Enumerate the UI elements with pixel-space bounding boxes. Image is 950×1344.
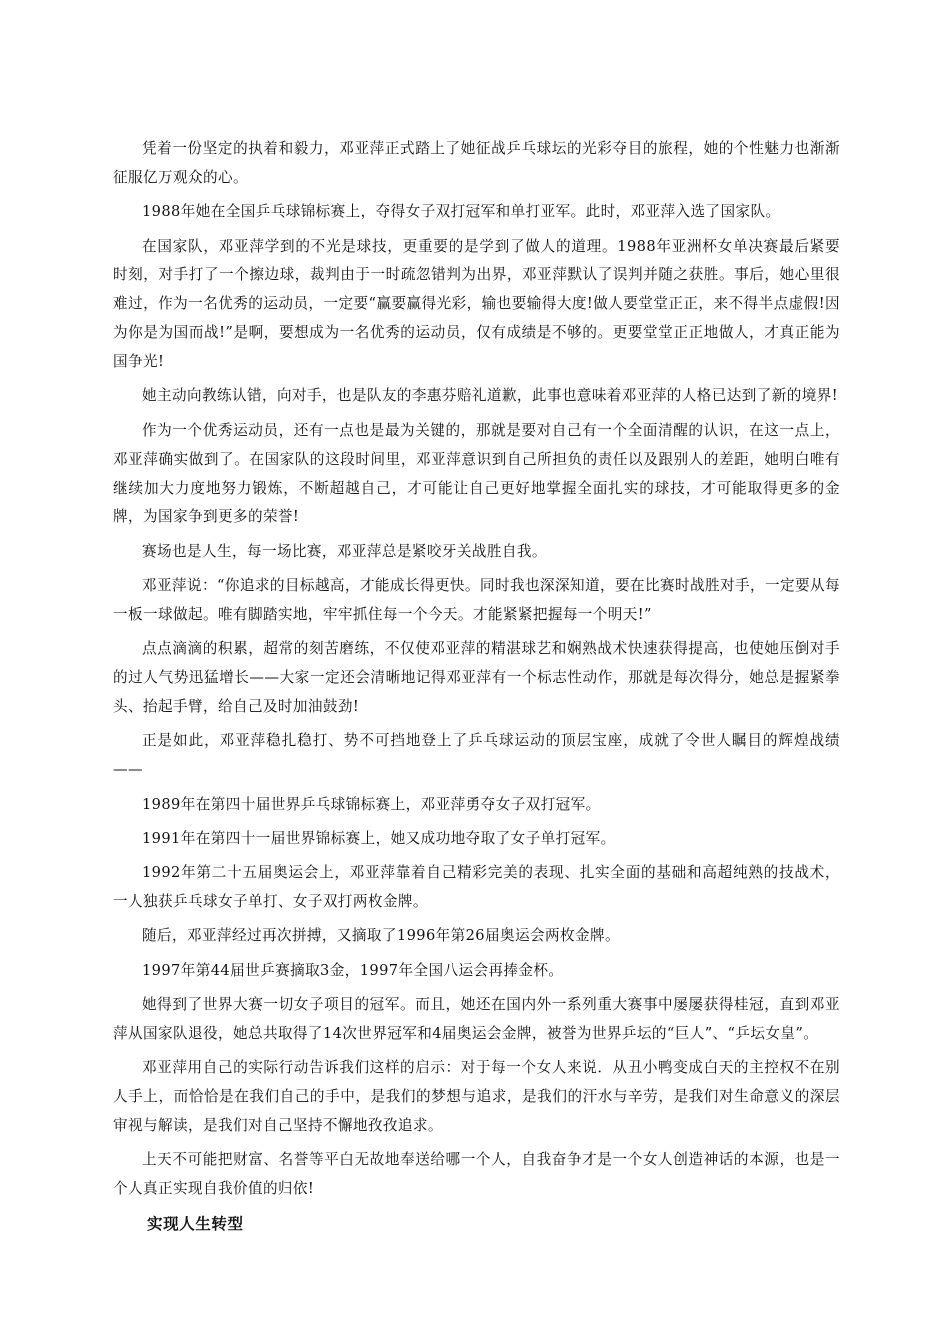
paragraph: 在国家队，邓亚萍学到的不光是球技，更重要的是学到了做人的道理。1988年亚洲杯女单决赛最后紧要时刻，对手打了一个擦边球，裁判由于一时疏忽错判为出界，邓亚萍默认了误判并随之获胜。事后，她心里很难过，作为一名优秀的运动员，一定要“赢要赢得光彩，输也要输得大度!做人要堂堂正正，来不得半点虚假!因为你是为国而战!”是啊，要想成为一名优秀的运动员，仅有成绩是不够的。更要堂堂正正地做人，才真正能为国争光! xyxy=(113,237,840,371)
paragraph: 上天不可能把财富、名誉等平白无故地奉送给哪一个人，自我奋争才是一个女人创造神话的本源，也是一个人真正实现自我价值的归依! xyxy=(113,1151,840,1198)
paragraph: 1988年她在全国乒乓球锦标赛上，夺得女子双打冠军和单打亚军。此时，邓亚萍入选了国家队。 xyxy=(142,203,781,221)
paragraph: 她主动向教练认错，向对手，也是队友的李惠芬赔礼道歉，此事也意味着邓亚萍的人格已达到了新的境界! xyxy=(142,387,838,405)
document-page xyxy=(113,135,840,1239)
paragraph: 正是如此，邓亚萍稳扎稳打、势不可挡地登上了乒乓球运动的顶层宝座，成就了令世人瞩目的辉煌战绩—— xyxy=(113,732,840,779)
section-heading: 实现人生转型 xyxy=(147,1215,244,1234)
paragraph: 1992年第二十五届奥运会上，邓亚萍靠着自己精彩完美的表现、扎实全面的基础和高超纯熟的技战术，一人独获乒乓球女子单打、女子双打两枚金牌。 xyxy=(113,864,840,911)
paragraph: 她得到了世界大赛一切女子项目的冠军。而且，她还在国内外一系列重大赛事中屡屡获得桂冠，直到邓亚萍从国家队退役，她总共取得了14次世界冠军和4届奥运会金牌，被誉为世界乒坛的“巨人”、“乒坛女皇”。 xyxy=(113,995,840,1042)
paragraph: 凭着一份坚定的执着和毅力，邓亚萍正式踏上了她征战乒乓球坛的光彩夺目的旅程，她的个性魅力也渐渐征服亿万观众的心。 xyxy=(113,140,840,186)
paragraph: 作为一个优秀运动员，还有一点也是最为关键的，那就是要对自己有一个全面清醒的认识，在这一点上，邓亚萍确实做到了。在国家队的这段时间里，邓亚萍意识到自己所担负的责任以及跟别人的差距，她明白唯有继续加大力度地努力锻炼，不断超越自己，才可能让自己更好地掌握全面扎实的球技，才可能取得更多的金牌，为国家争到更多的荣誉! xyxy=(113,421,840,526)
paragraph: 1997年第44届世乒赛摘取3金，1997年全国八运会再捧金杯。 xyxy=(142,961,564,979)
paragraph: 随后，邓亚萍经过再次拼搏，又摘取了1996年第26届奥运会两枚金牌。 xyxy=(142,927,620,945)
paragraph: 赛场也是人生，每一场比赛，邓亚萍总是紧咬牙关战胜自我。 xyxy=(142,542,547,560)
paragraph: 邓亚萍说：“你追求的目标越高，才能成长得更快。同时我也深深知道，要在比赛时战胜对手，一定要从每一板一球做起。唯有脚踏实地，牢牢抓住每一个今天。才能紧紧把握每一个明天!” xyxy=(113,577,840,623)
paragraph: 点点滴滴的积累，超常的刻苦磨练，不仅使邓亚萍的精湛球艺和娴熟战术快速获得提高，也使她压倒对手的过人气势迅猛增长——大家一定还会清晰地记得邓亚萍有一个标志性动作，那就是每次得分，她总是握紧拳头、抬起手臂，给自己及时加油鼓劲! xyxy=(113,640,840,716)
paragraph: 1989年在第四十届世界乒乓球锦标赛上，邓亚萍勇夺女子双打冠军。 xyxy=(142,795,601,813)
paragraph: 邓亚萍用自己的实际行动告诉我们这样的启示：对于每一个女人来说．从丑小鸭变成白天的主控权不在别人手上，而恰恰是在我们自己的手中，是我们的梦想与追求，是我们的汗水与辛劳，是我们对生命意义的深层审视与解读，是我们对自己坚持不懈地孜孜追求。 xyxy=(113,1059,840,1134)
paragraph: 1991年在第四十一届世界锦标赛上，她又成功地夺取了女子单打冠军。 xyxy=(142,829,616,847)
